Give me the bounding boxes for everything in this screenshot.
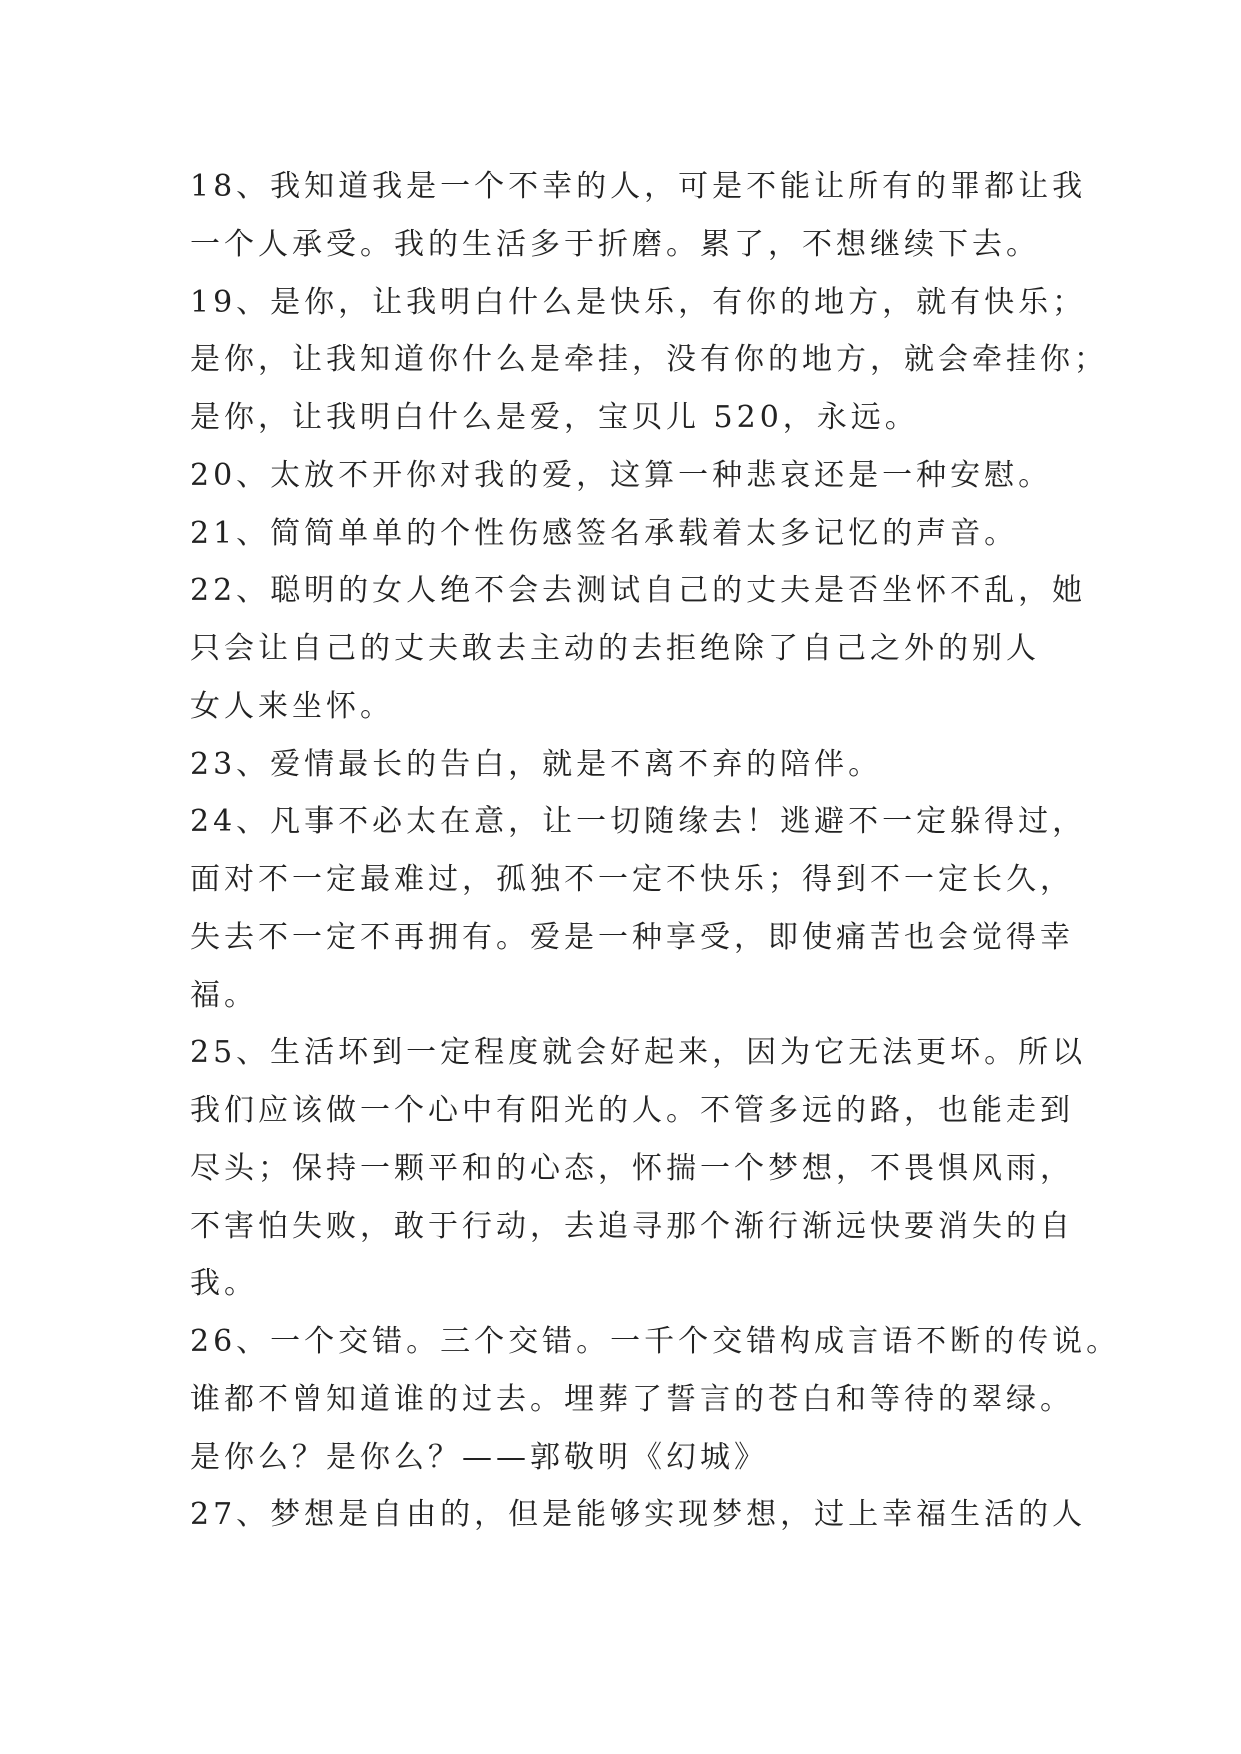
text-line: 我。: [190, 1266, 258, 1302]
text-line: 女人来坐怀。: [190, 688, 394, 724]
text-line: 尽头；保持一颗平和的心态，怀揣一个梦想，不畏惧风雨，: [190, 1150, 1074, 1186]
text-line: 20、太放不开你对我的爱，这算一种悲哀还是一种安慰。: [190, 457, 1053, 493]
text-line: 18、我知道我是一个不幸的人，可是不能让所有的罪都让我: [190, 169, 1087, 204]
text-line: 福。: [190, 977, 258, 1013]
text-line: 23、爱情最长的告白，就是不离不弃的陪伴。: [190, 746, 883, 782]
text-line: 一个人承受。我的生活多于折磨。累了，不想继续下去。: [190, 226, 1040, 262]
text-line: 27、梦想是自由的，但是能够实现梦想，过上幸福生活的人: [190, 1497, 1087, 1533]
text-line: 19、是你，让我明白什么是快乐，有你的地方，就有快乐；: [190, 284, 1087, 320]
text-line: 是你，让我知道你什么是牵挂，没有你的地方，就会牵挂你；: [190, 342, 1108, 378]
text-line: 25、生活坏到一定程度就会好起来，因为它无法更坏。所以: [190, 1035, 1087, 1071]
text-line: 只会让自己的丈夫敢去主动的去拒绝除了自己之外的别人: [190, 631, 1040, 666]
text-line: 是你么？是你么？——郭敬明《幻城》: [190, 1439, 768, 1475]
text-line: 不害怕失败，敢于行动，去追寻那个渐行渐远快要消失的自: [190, 1208, 1074, 1244]
text-line: 是你，让我明白什么是爱，宝贝儿 520，永远。: [190, 400, 919, 435]
document-body: [190, 158, 1121, 1544]
text-line: 谁都不曾知道谁的过去。埋葬了誓言的苍白和等待的翠绿。: [190, 1381, 1074, 1417]
text-line: 21、简简单单的个性伤感签名承载着太多记忆的声音。: [190, 515, 1019, 551]
text-line: 面对不一定最难过，孤独不一定不快乐；得到不一定长久，: [190, 862, 1074, 897]
text-line: 我们应该做一个心中有阳光的人。不管多远的路，也能走到: [190, 1093, 1074, 1128]
text-line: 22、聪明的女人绝不会去测试自己的丈夫是否坐怀不乱，她: [190, 573, 1087, 609]
text-line: 26、一个交错。三个交错。一千个交错构成言语不断的传说。: [190, 1324, 1121, 1359]
text-line: 24、凡事不必太在意，让一切随缘去！逃避不一定躲得过，: [190, 804, 1087, 840]
text-line: 失去不一定不再拥有。爱是一种享受，即使痛苦也会觉得幸: [190, 919, 1074, 955]
